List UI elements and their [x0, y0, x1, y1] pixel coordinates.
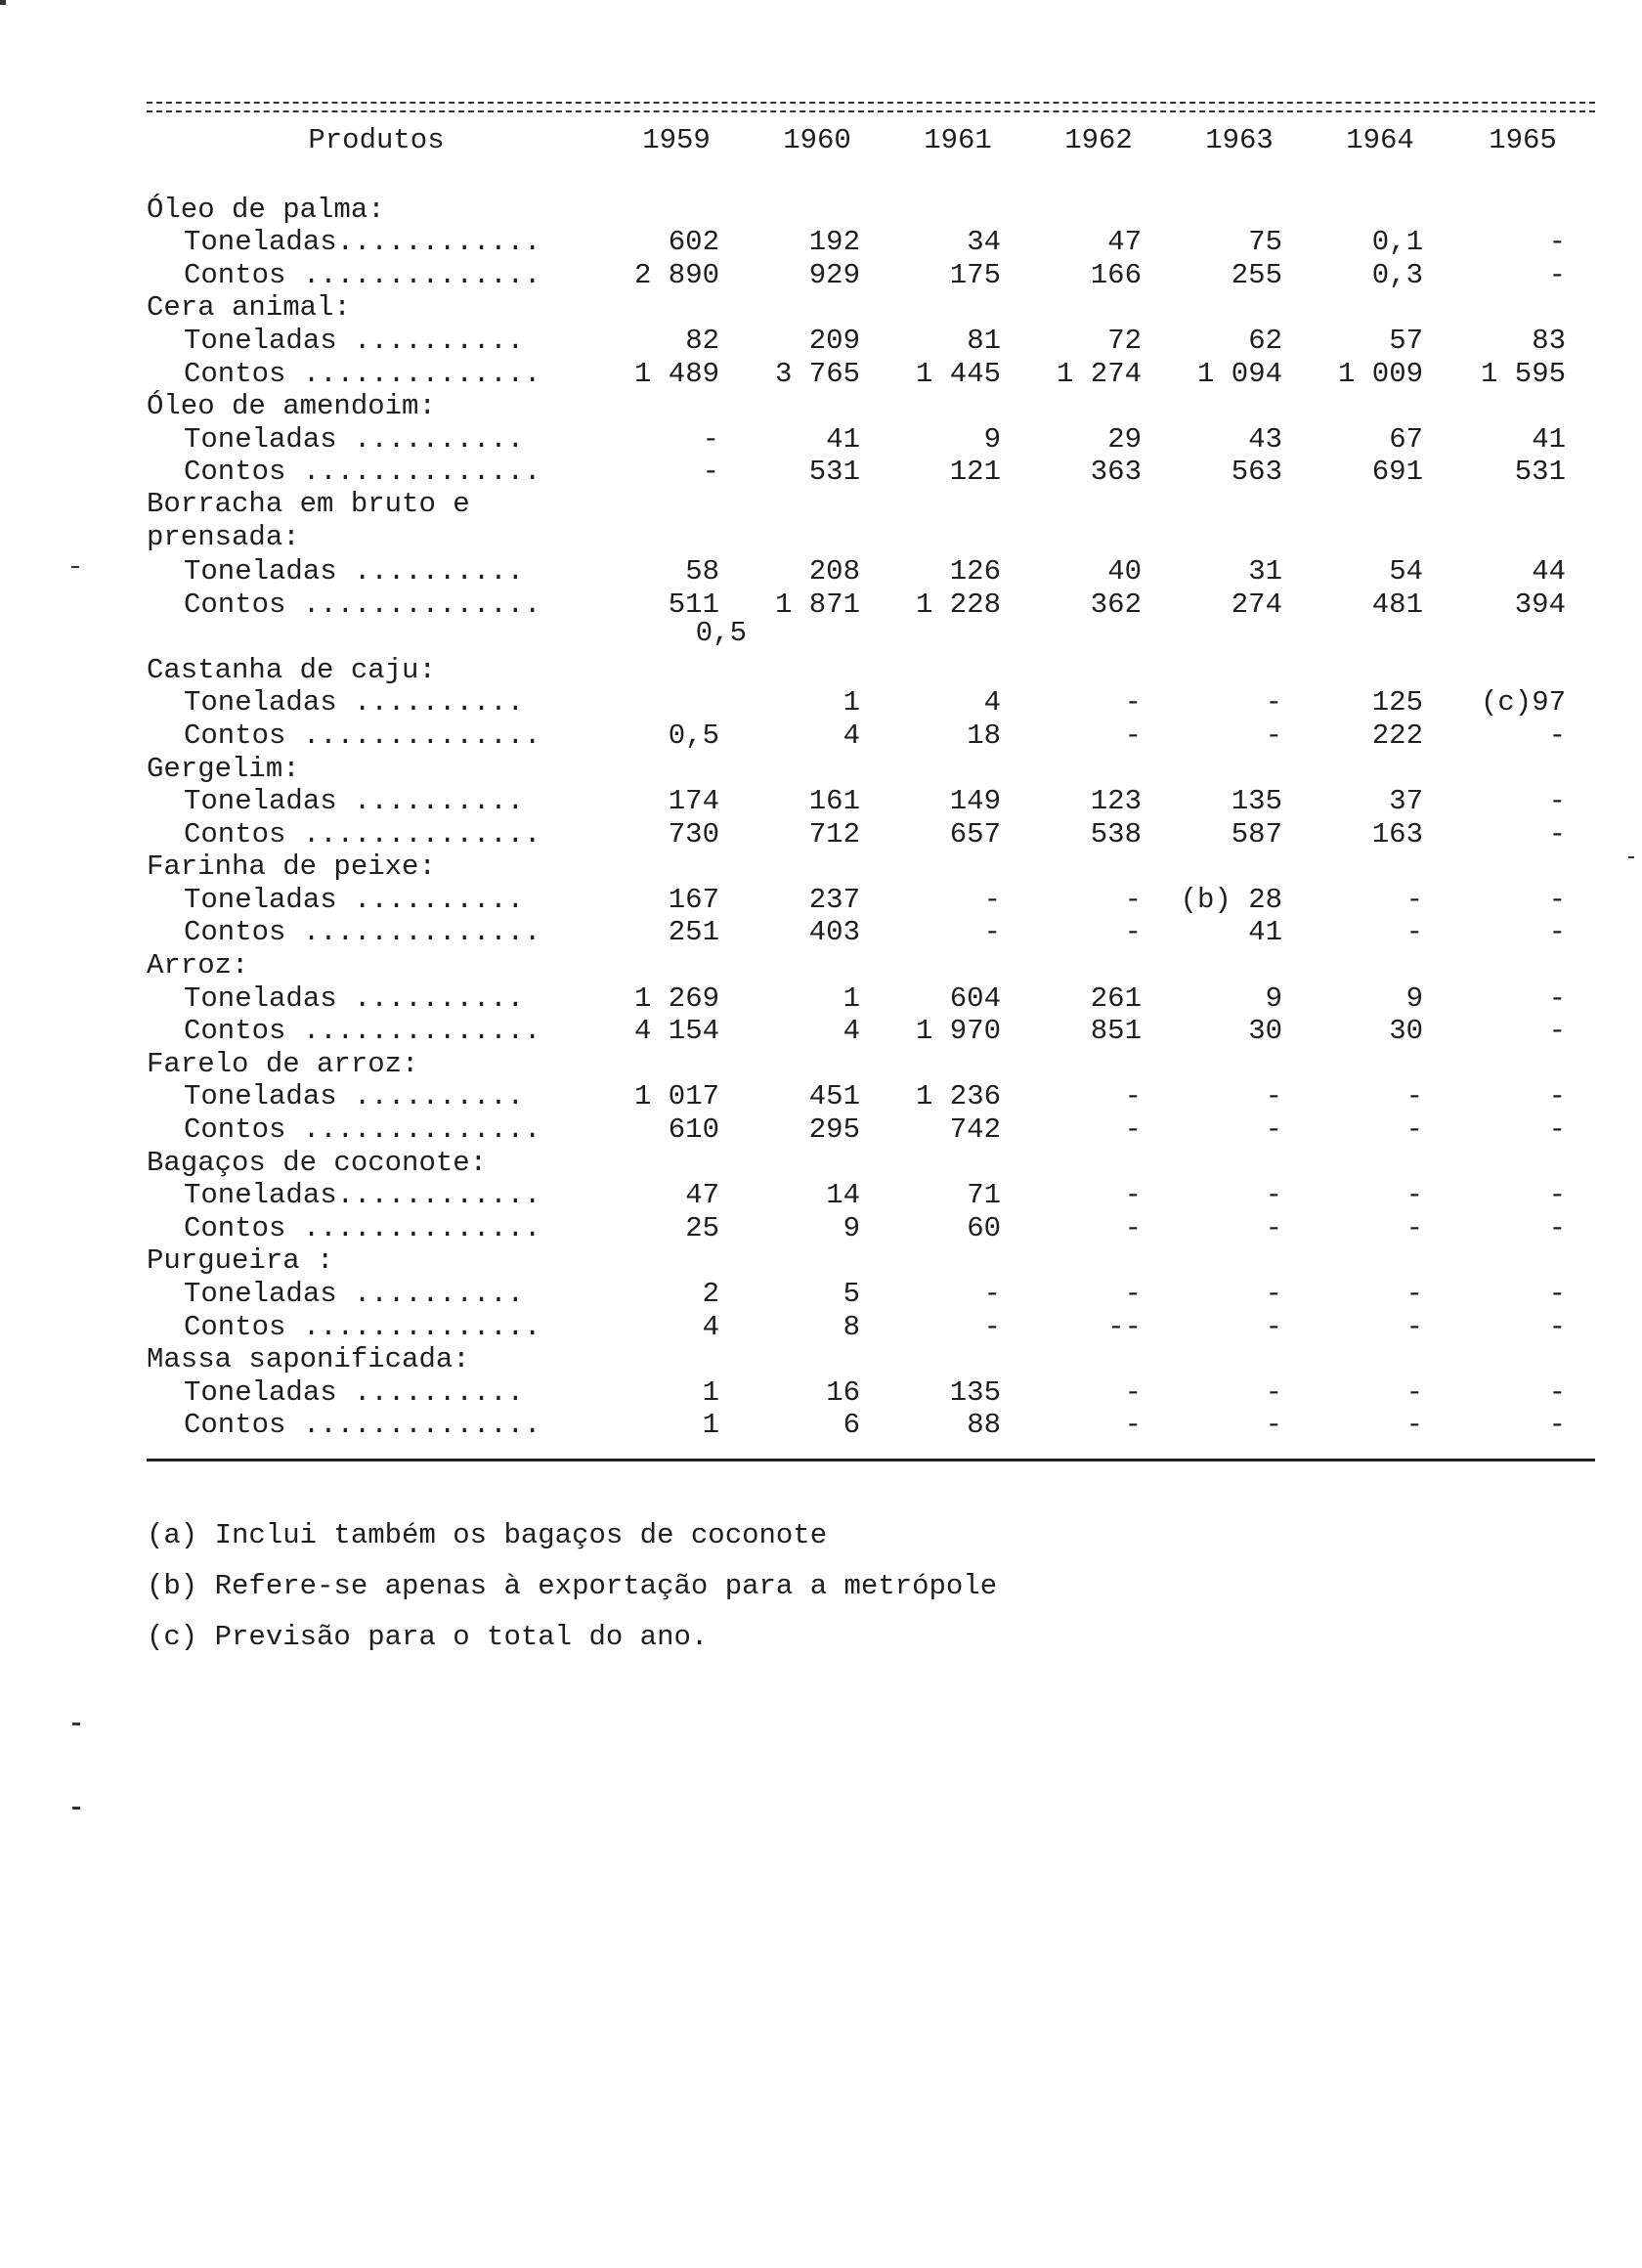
- product-group-row: [147, 1146, 1595, 1179]
- table-cell: 135: [1231, 785, 1282, 818]
- table-cell: 1 017: [633, 1080, 719, 1113]
- row-label: Toneladas ..........: [184, 554, 525, 588]
- table-row: [147, 916, 1595, 949]
- table-cell: 47: [1107, 226, 1142, 259]
- column-header-year: 1964: [1346, 123, 1414, 156]
- row-label: Toneladas ..........: [184, 1375, 525, 1409]
- table-cell: -: [702, 456, 719, 489]
- table-cell: 37: [1389, 785, 1423, 818]
- table-cell: -: [1405, 883, 1423, 916]
- product-name: Gergelim:: [147, 752, 300, 785]
- table-cell: 121: [949, 456, 1001, 489]
- table-row: [147, 1080, 1595, 1113]
- table-cell: -: [1548, 1211, 1566, 1244]
- table-cell: -: [1548, 1278, 1566, 1310]
- row-label: Contos ..............: [184, 1113, 541, 1147]
- table-cell: 4: [843, 1015, 860, 1048]
- table-cell: 730: [668, 817, 719, 850]
- row-label: Contos ..............: [184, 1310, 541, 1343]
- table-cell: -: [1548, 1015, 1566, 1048]
- table-cell: -: [1265, 719, 1282, 752]
- table-cell: 1: [843, 981, 860, 1015]
- table-cell: 1 236: [915, 1080, 1001, 1113]
- table-cell: 4 154: [633, 1015, 719, 1048]
- table-row: [147, 422, 1595, 456]
- table-cell: -: [1265, 686, 1282, 720]
- table-cell: 43: [1248, 422, 1282, 456]
- product-name: Arroz:: [147, 949, 249, 982]
- row-label: Toneladas ..........: [184, 981, 525, 1015]
- table-cell: 192: [808, 226, 860, 259]
- table-cell: 742: [949, 1113, 1001, 1147]
- table-cell: -: [1405, 916, 1423, 949]
- table-cell: 82: [685, 324, 719, 357]
- table-cell: 174: [668, 785, 719, 818]
- table-cell: 4: [702, 1310, 719, 1343]
- row-label: Contos ..............: [184, 258, 541, 291]
- scan-mark: [72, 1723, 80, 1725]
- product-name: Farinha de peixe:: [147, 850, 436, 884]
- table-cell: -: [983, 916, 1001, 949]
- table-cell: 54: [1389, 554, 1423, 588]
- footnote-b: (b) Refere-se apenas à exportação para a metrópole: [147, 1570, 998, 1602]
- table-row: [147, 1112, 1595, 1146]
- table-row: [147, 357, 1595, 390]
- row-label: Contos ..............: [184, 719, 541, 752]
- table-cell: 274: [1231, 588, 1282, 621]
- table-cell: -: [1124, 719, 1142, 752]
- table-cell: 30: [1248, 1015, 1282, 1048]
- table-cell: -: [1124, 1409, 1142, 1442]
- product-group-row: [147, 291, 1595, 325]
- row-label: Toneladas ..........: [184, 324, 525, 357]
- row-label: Contos ..............: [184, 1211, 541, 1244]
- table-cell: 67: [1389, 422, 1423, 456]
- table-cell: -: [1548, 226, 1566, 259]
- product-name: Cera animal:: [147, 291, 351, 325]
- table-cell: 362: [1090, 588, 1142, 621]
- column-header-year: 1962: [1064, 123, 1133, 156]
- table-cell: 251: [668, 916, 719, 949]
- table-row: [147, 1310, 1595, 1343]
- product-name: Massa saponificada:: [147, 1343, 470, 1376]
- table-cell: 691: [1371, 456, 1423, 489]
- table-cell: 126: [949, 554, 1001, 588]
- table-cell: 41: [1532, 422, 1566, 456]
- empty-cell: [147, 621, 606, 654]
- table-cell: 57: [1389, 324, 1423, 357]
- table-cell: 167: [668, 883, 719, 916]
- product-name: Borracha em bruto e prensada:: [147, 488, 470, 554]
- table-cell: -: [1124, 1113, 1142, 1147]
- row-label: Toneladas ..........: [184, 686, 525, 720]
- table-cell: 31: [1248, 554, 1282, 588]
- table-cell: 531: [808, 456, 860, 489]
- table-cell: 135: [949, 1375, 1001, 1409]
- table-cell: -: [1548, 1179, 1566, 1212]
- table-cell: -: [1405, 1409, 1423, 1442]
- footnote-c: (c) Previsão para o total do ano.: [147, 1621, 709, 1653]
- table-cell: -: [1124, 883, 1142, 916]
- table-cell: -: [1405, 1113, 1423, 1147]
- table-cell: 163: [1371, 817, 1423, 850]
- table-row: [147, 686, 1595, 720]
- table-cell: 394: [1514, 588, 1566, 621]
- table-cell: -: [1548, 258, 1566, 291]
- product-group-row: [147, 390, 1595, 423]
- table-cell: 1 445: [915, 357, 1001, 390]
- product-group-row: [147, 488, 1595, 554]
- table-cell: -: [1548, 817, 1566, 850]
- product-group-row: [147, 193, 1595, 226]
- table-cell: -: [983, 1278, 1001, 1310]
- table-cell: 1: [702, 1409, 719, 1442]
- table-cell: -: [702, 422, 719, 456]
- table-cell: 4: [983, 686, 1001, 720]
- table-cell: -: [1548, 1409, 1566, 1442]
- stray-value: 0,5: [695, 616, 747, 649]
- footnotes: [147, 1510, 1319, 1663]
- export-table: [147, 102, 1595, 1461]
- product-group-row: [147, 1047, 1595, 1080]
- table-cell: 47: [685, 1179, 719, 1212]
- column-header-year: 1961: [924, 123, 992, 156]
- table-cell: 587: [1231, 817, 1282, 850]
- table-row: [147, 785, 1595, 818]
- table-row: [147, 1179, 1595, 1212]
- table-cell: -: [1124, 1080, 1142, 1113]
- table-cell: 9: [1405, 981, 1423, 1015]
- table-cell: 60: [967, 1211, 1001, 1244]
- table-cell: -: [1124, 1179, 1142, 1212]
- table-cell: 563: [1231, 456, 1282, 489]
- column-header-year: 1965: [1489, 123, 1557, 156]
- table-cell: 166: [1090, 258, 1142, 291]
- table-cell: 531: [1514, 456, 1566, 489]
- table-cell: -: [1124, 1211, 1142, 1244]
- table-row: [147, 883, 1595, 916]
- table-cell: 602: [668, 226, 719, 259]
- table-cell: 6: [843, 1409, 860, 1442]
- table-cell: 44: [1532, 554, 1566, 588]
- table-row: [147, 719, 1595, 752]
- table-cell: 16: [826, 1375, 860, 1409]
- table-cell: 851: [1090, 1015, 1142, 1048]
- table-cell: 62: [1248, 324, 1282, 357]
- row-label: Toneladas ..........: [184, 422, 525, 456]
- table-cell: 657: [949, 817, 1001, 850]
- table-cell: 9: [1265, 981, 1282, 1015]
- table-cell: -: [1405, 1211, 1423, 1244]
- table-cell: 14: [826, 1179, 860, 1212]
- table-cell: 18: [967, 719, 1001, 752]
- table-cell: -: [1405, 1375, 1423, 1409]
- table-cell: 41: [826, 422, 860, 456]
- table-cell: -: [1265, 1310, 1282, 1343]
- table-cell: 0,5: [668, 719, 719, 752]
- table-cell: 30: [1389, 1015, 1423, 1048]
- table-cell: -: [1548, 916, 1566, 949]
- product-name: Castanha de caju:: [147, 653, 436, 686]
- table-cell: -: [1548, 981, 1566, 1015]
- table-cell: -: [1548, 1310, 1566, 1343]
- product-group-row: [147, 653, 1595, 686]
- row-label: Contos ..............: [184, 588, 541, 621]
- row-label: Contos ..............: [184, 456, 541, 489]
- table-cell: 208: [808, 554, 860, 588]
- table-row: [147, 1015, 1595, 1048]
- table-cell: -: [1124, 916, 1142, 949]
- product-name: Purgueira :: [147, 1244, 334, 1278]
- table-cell: 712: [808, 817, 860, 850]
- table-cell: 4: [843, 719, 860, 752]
- product-name: Óleo de palma:: [147, 193, 385, 226]
- table-row: [147, 981, 1595, 1015]
- table-cell: 8: [843, 1310, 860, 1343]
- scan-mark: [71, 566, 79, 568]
- table-cell: -: [1265, 1211, 1282, 1244]
- row-label: Contos ..............: [184, 357, 541, 390]
- table-cell: 295: [808, 1113, 860, 1147]
- table-row: [147, 1277, 1595, 1310]
- table-cell: 481: [1371, 588, 1423, 621]
- table-cell: 149: [949, 785, 1001, 818]
- table-cell: 0,1: [1371, 226, 1423, 259]
- product-group-row: [147, 850, 1595, 884]
- table-cell: 237: [808, 883, 860, 916]
- table-cell: -: [1265, 1080, 1282, 1113]
- table-cell: 1 871: [774, 588, 860, 621]
- table-cell: -: [1265, 1179, 1282, 1212]
- table-cell: -: [1405, 1278, 1423, 1310]
- table-cell: -: [1405, 1080, 1423, 1113]
- table-cell: [606, 686, 747, 720]
- table-cell: 1 009: [1337, 357, 1423, 390]
- table-cell: (c)97: [1480, 686, 1566, 720]
- table-cell: -: [1265, 1278, 1282, 1310]
- product-name: Farelo de arroz:: [147, 1047, 419, 1080]
- table-cell: 9: [983, 422, 1001, 456]
- table-cell: 1 094: [1196, 357, 1282, 390]
- row-label: Toneladas............: [184, 1179, 541, 1212]
- table-cell: 1 489: [633, 357, 719, 390]
- table-cell: -: [1265, 1375, 1282, 1409]
- table-cell: 9: [843, 1211, 860, 1244]
- header-top-rule: [147, 102, 1595, 112]
- empty-cell: [606, 488, 1595, 554]
- table-cell: 71: [967, 1179, 1001, 1212]
- row-label: Contos ..............: [184, 1015, 541, 1048]
- table-cell: 261: [1090, 981, 1142, 1015]
- table-cell: -: [983, 883, 1001, 916]
- table-cell: (b) 28: [1180, 883, 1282, 916]
- table-cell: -: [1265, 1409, 1282, 1442]
- table-cell: 610: [668, 1113, 719, 1147]
- table-cell: -: [1548, 1375, 1566, 1409]
- product-group-row: [147, 1244, 1595, 1278]
- scan-mark: [72, 1807, 80, 1810]
- table-cell: 2 890: [633, 258, 719, 291]
- table-cell: 1 274: [1056, 357, 1142, 390]
- table-cell: 25: [685, 1211, 719, 1244]
- table-cell: 1: [702, 1375, 719, 1409]
- table-cell: -: [1405, 1310, 1423, 1343]
- table-row: [147, 1375, 1595, 1409]
- table-cell: 363: [1090, 456, 1142, 489]
- table-row: [147, 1409, 1595, 1442]
- header-row: [147, 112, 1595, 167]
- product-group-row: [147, 752, 1595, 785]
- table-cell: -: [1405, 1179, 1423, 1212]
- table-row: [147, 1211, 1595, 1244]
- table-cell: 209: [808, 324, 860, 357]
- row-label: Toneladas ..........: [184, 785, 525, 818]
- product-group-row: [147, 948, 1595, 981]
- table-cell: 451: [808, 1080, 860, 1113]
- table-cell: 75: [1248, 226, 1282, 259]
- table-body: [147, 167, 1595, 1441]
- table-cell: -: [1124, 1375, 1142, 1409]
- table-cell: 2: [702, 1278, 719, 1310]
- table-cell: -: [1124, 1278, 1142, 1310]
- table-cell: 1 970: [915, 1015, 1001, 1048]
- table-cell: 40: [1107, 554, 1142, 588]
- data-table: [147, 112, 1595, 1441]
- row-label: Contos ..............: [184, 1409, 541, 1442]
- table-cell: 58: [685, 554, 719, 588]
- table-cell: 255: [1231, 258, 1282, 291]
- row-label: Toneladas ..........: [184, 1080, 525, 1113]
- scan-mark: [0, 0, 6, 5]
- table-cell: 29: [1107, 422, 1142, 456]
- table-cell: 125: [1371, 686, 1423, 720]
- table-cell: -: [1548, 883, 1566, 916]
- table-cell: 5: [843, 1278, 860, 1310]
- stray-value-row: [147, 621, 1595, 654]
- row-label: Contos ..............: [184, 916, 541, 949]
- table-cell: 34: [967, 226, 1001, 259]
- product-group-row: [147, 1343, 1595, 1376]
- table-cell: 1 595: [1480, 357, 1566, 390]
- row-label: Toneladas ..........: [184, 883, 525, 916]
- table-cell: 1: [843, 686, 860, 720]
- table-cell: 41: [1248, 916, 1282, 949]
- column-header-year: 1959: [642, 123, 711, 156]
- footnote-a: (a) Inclui também os bagaços de coconote: [147, 1519, 828, 1551]
- product-name: Bagaços de coconote:: [147, 1146, 488, 1179]
- table-cell: -: [1548, 1080, 1566, 1113]
- table-cell: --: [1107, 1310, 1142, 1343]
- table-row: [147, 456, 1595, 489]
- table-cell: 72: [1107, 324, 1142, 357]
- table-cell: -: [1265, 1113, 1282, 1147]
- table-cell: 88: [967, 1409, 1001, 1442]
- table-cell: -: [1548, 785, 1566, 818]
- table-bottom-rule: [147, 1459, 1595, 1461]
- table-cell: 3 765: [774, 357, 860, 390]
- empty-cell: [747, 621, 1595, 654]
- table-cell: 604: [949, 981, 1001, 1015]
- scan-mark: [1628, 856, 1634, 858]
- table-row: [147, 817, 1595, 850]
- table-cell: 511: [668, 588, 719, 621]
- table-cell: 1 269: [633, 981, 719, 1015]
- spacer-row: [147, 167, 1595, 193]
- table-cell: 222: [1371, 719, 1423, 752]
- table-cell: 123: [1090, 785, 1142, 818]
- product-name: Óleo de amendoim:: [147, 390, 436, 423]
- table-row: [147, 324, 1595, 357]
- column-header-produtos: Produtos: [308, 123, 445, 156]
- table-cell: 929: [808, 258, 860, 291]
- table-cell: 161: [808, 785, 860, 818]
- table-cell: -: [1124, 686, 1142, 720]
- table-row: [147, 554, 1595, 588]
- table-cell: 175: [949, 258, 1001, 291]
- table-cell: 403: [808, 916, 860, 949]
- table-cell: 1 228: [915, 588, 1001, 621]
- column-header-year: 1960: [783, 123, 851, 156]
- table-cell: 81: [967, 324, 1001, 357]
- table-cell: -: [983, 1310, 1001, 1343]
- row-label: Toneladas ..........: [184, 1278, 525, 1310]
- table-row: [147, 258, 1595, 291]
- table-row: [147, 588, 1595, 621]
- table-cell: 83: [1532, 324, 1566, 357]
- table-cell: -: [1548, 1113, 1566, 1147]
- table-cell: 538: [1090, 817, 1142, 850]
- column-header-year: 1963: [1205, 123, 1274, 156]
- table-cell: -: [1548, 719, 1566, 752]
- row-label: Toneladas............: [184, 226, 541, 259]
- row-label: Contos ..............: [184, 817, 541, 850]
- table-cell: 0,3: [1371, 258, 1423, 291]
- table-row: [147, 226, 1595, 259]
